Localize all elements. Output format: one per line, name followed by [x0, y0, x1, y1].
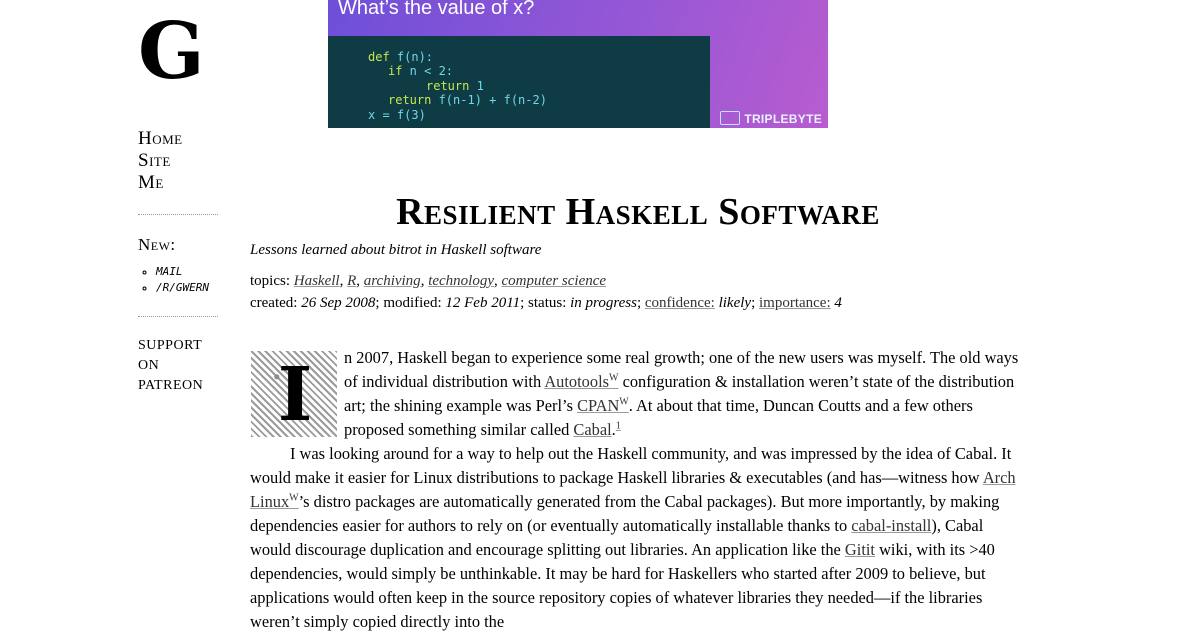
paragraph: I was looking around for a way to help out the Haskell community, and was impressed by the idea of Cabal. It would make it easier for Linux distributions to package Haskell libraries & executables (and has—witness how Arch Linux$^W$’s distro packages are automatically generated from the Cabal packages). But more importantly, by making dependencies easier for authors to rely on (or eventually automatically installable thanks to cabal-install), Cabal would discourage duplication and encourage splitting out libraries. An application like the Gitit wiki, with its >40 dependencies, would simply be unthinkable. It may be hard for Haskellers who started after 2009 to believe, but applications would often keep in the source repository copies of whatever libraries they needed—if the libraries weren’t simply copied directly into the — [250, 444, 1016, 631]
importance-value: 4 — [834, 295, 842, 311]
status-value: in progress — [570, 295, 637, 311]
importance-link[interactable]: importance: — [758, 295, 831, 311]
new-mail-link[interactable]: MAIL — [156, 265, 183, 278]
dropcap-initial: I — [250, 350, 338, 438]
topics-row: topics: Haskell, R, archiving, technology, computer science — [250, 273, 607, 289]
topic-link[interactable]: archiving — [363, 273, 421, 289]
new-heading: New: — [138, 235, 176, 254]
footnote-link[interactable]: 1 — [615, 420, 621, 432]
support-patreon-link[interactable] — [138, 336, 218, 396]
support-line-1: SUPPORT ON — [138, 338, 202, 373]
topic-link[interactable]: R — [347, 273, 357, 289]
site-logo[interactable] — [138, 6, 205, 97]
nav-home-link[interactable]: Home — [138, 128, 183, 149]
cabal-install-link[interactable]: cabal-install — [851, 516, 932, 535]
support-line-2: PATREON — [138, 378, 204, 393]
brand-mark-icon — [720, 111, 740, 125]
code-line: return f(n-1) + f(n-2) — [388, 93, 547, 107]
cabal-link[interactable]: Cabal — [573, 420, 612, 439]
confidence-link[interactable]: confidence: — [644, 295, 715, 311]
brand-logo: TRIPLEBYTE — [720, 111, 822, 126]
topic-link[interactable]: computer science — [501, 273, 607, 289]
banner-code-block — [328, 36, 710, 128]
divider — [138, 316, 218, 317]
page-metadata — [250, 270, 842, 314]
arch-linux-link[interactable]: Arch Linux$^W$ — [250, 468, 1016, 511]
code-line: return 1 — [426, 79, 484, 93]
article-body — [250, 346, 1026, 634]
new-item-reddit — [156, 280, 209, 296]
banner-question: What’s the value of x? — [338, 0, 535, 19]
ad-banner[interactable] — [328, 0, 828, 128]
confidence-value: likely — [718, 295, 752, 311]
divider — [138, 214, 218, 215]
modified-date: 12 Feb 2011 — [445, 295, 521, 311]
dates-row: created: 26 Sep 2008; modified: 12 Feb 2011; status: in progress; confidence: likely; importance: 4 — [250, 295, 842, 311]
topic-link[interactable]: technology — [428, 273, 494, 289]
created-date: 26 Sep 2008 — [301, 295, 376, 311]
page-description: Lessons learned about bitrot in Haskell software — [250, 242, 542, 258]
nav-me-link[interactable]: Me — [138, 172, 164, 193]
paragraph: I n 2007, Haskell began to experience some real growth; one of the new users was myself. The old ways of individual distribution with Autotools$^W$ configuration & installation weren’t state of the distribution art; the shining example was Perl’s CPAN$^W$. At about that time, Duncan Coutts and a few others proposed something similar called Cabal.$^1$ — [250, 346, 1026, 442]
nav-site-link[interactable]: Site — [138, 150, 171, 171]
new-list — [138, 264, 209, 296]
logo-glyph: G — [138, 6, 205, 97]
code-line: if n < 2: — [388, 64, 454, 78]
page-title: Resilient Haskell Software — [396, 191, 880, 234]
topic-link[interactable]: Haskell — [293, 273, 340, 289]
cpan-link[interactable]: CPAN$^W$ — [577, 396, 629, 415]
site-nav — [138, 128, 183, 194]
new-item-mail — [156, 264, 209, 280]
autotools-link[interactable]: Autotools$^W$ — [544, 372, 619, 391]
support-patreon — [138, 336, 218, 396]
new-reddit-link[interactable]: /R/GWERN — [156, 281, 209, 294]
code-line: def f(n): — [368, 50, 434, 64]
code-line: x = f(3) — [368, 108, 426, 122]
gitit-link[interactable]: Gitit — [844, 540, 875, 559]
